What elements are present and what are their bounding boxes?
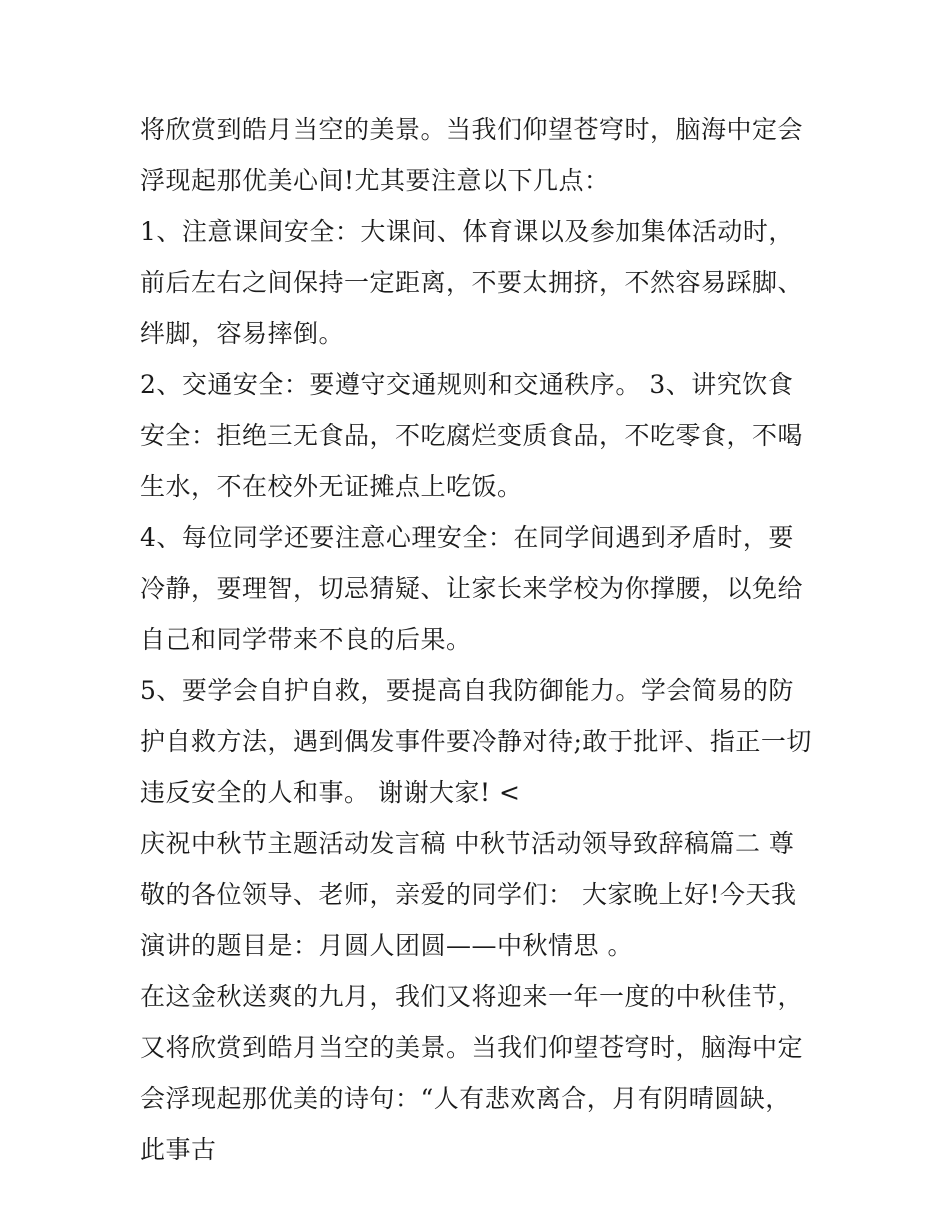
paragraph-5: 5、要学会自护自救，要提高自我防御能力。学会简易的防护自救方法，遇到偶发事件要冷静对待;敢于批评、指正一切违反安全的人和事。 谢谢大家! < bbox=[140, 676, 812, 807]
paragraph-3: 2、交通安全：要遵守交通规则和交通秩序。 3、讲究饮食安全：拒绝三无食品，不吃腐烂变质食品，不吃零食，不喝生水，不在校外无证摊点上吃饭。 bbox=[140, 370, 804, 501]
paragraph-2: 1、注意课间安全：大课间、体育课以及参加集体活动时，前后左右之间保持一定距离，不要太拥挤，不然容易踩脚、绊脚，容易摔倒。 bbox=[140, 217, 804, 348]
paragraph-6: 庆祝中秋节主题活动发言稿 中秋节活动领导致辞稿篇二 尊敬的各位领导、老师，亲爱的同学们： 大家晚上好!今天我演讲的题目是：月圆人团圆——中秋情思 。 bbox=[140, 829, 797, 960]
paragraph-7: 在这金秋送爽的九月，我们又将迎来一年一度的中秋佳节，又将欣赏到皓月当空的美景。当我们仰望苍穹时，脑海中定会浮现起那优美的诗句：“人有悲欢离合，月有阴晴圆缺，此事古 bbox=[140, 982, 804, 1164]
document-body bbox=[140, 104, 815, 1175]
paragraph-4: 4、每位同学还要注意心理安全：在同学间遇到矛盾时，要冷静，要理智，切忌猜疑、让家长来学校为你撑腰，以免给自己和同学带来不良的后果。 bbox=[140, 523, 804, 654]
paragraph-1: 将欣赏到皓月当空的美景。当我们仰望苍穹时，脑海中定会浮现起那优美心间!尤其要注意以下几点： bbox=[140, 115, 804, 195]
